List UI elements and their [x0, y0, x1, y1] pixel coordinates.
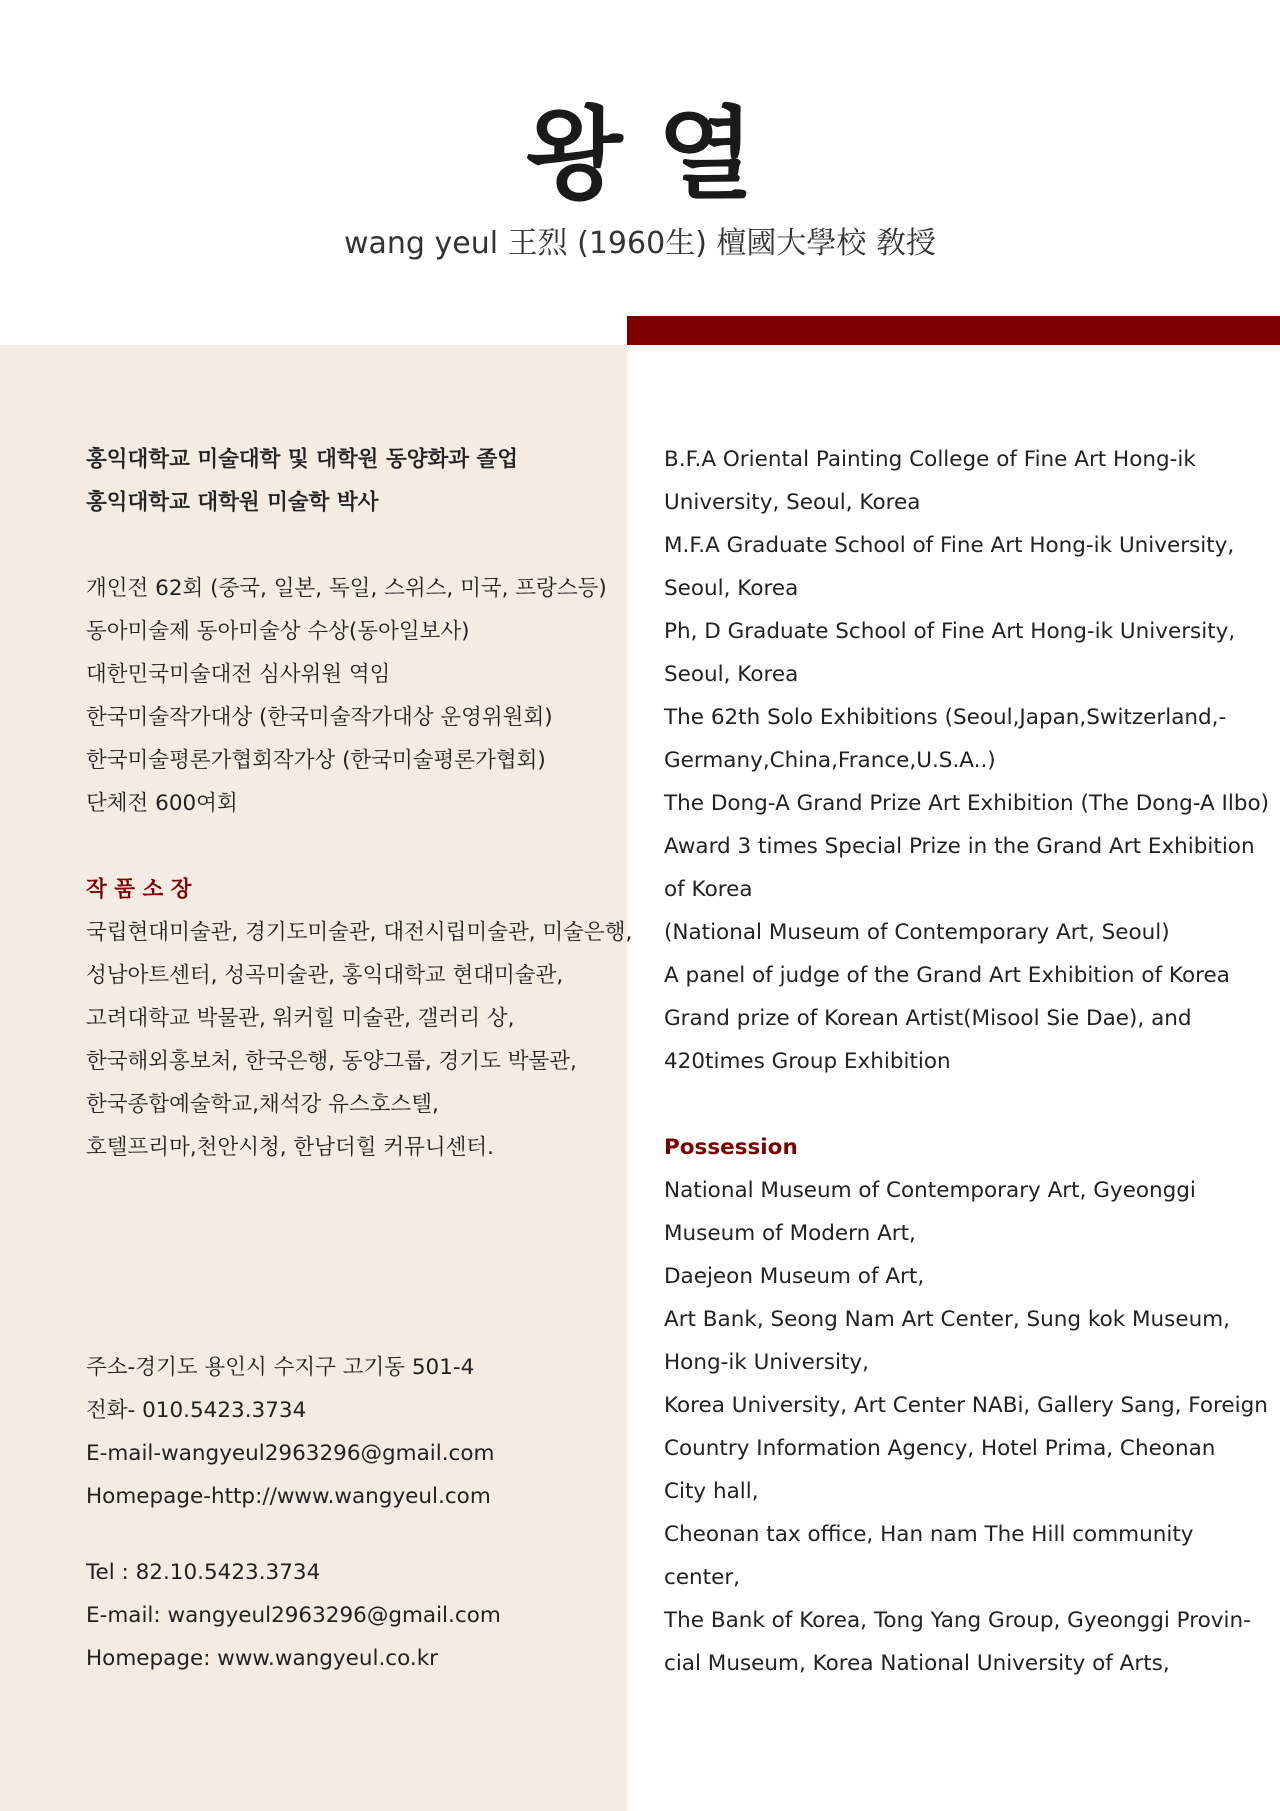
possession-line: Hong-ik University, — [664, 1350, 869, 1375]
possession-line: Country Information Agency, Hotel Prima, Cheonan — [664, 1436, 1216, 1461]
career-line: Award 3 times Special Prize in the Grand Art Exhibition — [664, 834, 1255, 859]
career-line: The 62th Solo Exhibitions (Seoul,Japan,Switzerland,- — [664, 705, 1227, 730]
possession-line: cial Museum, Korea National University of Arts, — [664, 1651, 1170, 1676]
career-line: Seoul, Korea — [664, 576, 799, 601]
spacer — [664, 1083, 1254, 1126]
career-line: Ph, D Graduate School of Fine Art Hong-ik University, — [664, 619, 1236, 644]
career-line: 동아미술제 동아미술상 수상(동아일보사) — [86, 619, 470, 644]
career-line: Seoul, Korea — [664, 662, 799, 687]
spacer — [86, 524, 626, 567]
career-line: Germany,China,France,U.S.A..) — [664, 748, 996, 773]
career-line: M.F.A Graduate School of Fine Art Hong-ik University, — [664, 533, 1235, 558]
accent-bar — [627, 316, 1280, 345]
artist-subtitle: wang yeul 王烈 (1960生) 檀國大學校 敎授 — [344, 226, 936, 261]
collection-line: 성남아트센터, 성곡미술관, 홍익대학교 현대미술관, — [86, 963, 564, 988]
career-line: Grand prize of Korean Artist(Misool Sie Dae), and — [664, 1006, 1192, 1031]
possession-line: Cheonan tax office, Han nam The Hill community — [664, 1522, 1194, 1547]
career-line: B.F.A Oriental Painting College of Fine Art Hong-ik — [664, 447, 1196, 472]
possession-line: National Museum of Contemporary Art, Gyeonggi — [664, 1178, 1196, 1203]
homepage-line: Homepage-http://www.wangyeul.com — [86, 1484, 491, 1509]
possession-line: Museum of Modern Art, — [664, 1221, 916, 1246]
korean-biography — [86, 438, 633, 1169]
career-line: 대한민국미술대전 심사위원 역임 — [86, 662, 391, 687]
collection-heading: 작 품 소 장 — [86, 877, 192, 902]
career-line: The Dong-A Grand Prize Art Exhibition (The Dong-A Ilbo) — [664, 791, 1270, 816]
email-line: E-mail-wangyeul2963296@gmail.com — [86, 1441, 495, 1466]
collection-line: 한국종합예술학교,채석강 유스호스텔, — [86, 1092, 439, 1117]
possession-line: Daejeon Museum of Art, — [664, 1264, 925, 1289]
career-line: A panel of judge of the Grand Art Exhibition of Korea — [664, 963, 1230, 988]
career-line: 단체전 600여회 — [86, 791, 238, 816]
education-line: 홍익대학교 미술대학 및 대학원 동양화과 졸업 — [86, 447, 519, 472]
address-line: 주소-경기도 용인시 수지구 고기동 501-4 — [86, 1355, 475, 1380]
homepage-line: Homepage: www.wangyeul.co.kr — [86, 1646, 439, 1671]
collection-line: 한국해외홍보처, 한국은행, 동양그룹, 경기도 박물관, — [86, 1049, 577, 1074]
collection-line: 고려대학교 박물관, 워커힐 미술관, 갤러리 상, — [86, 1006, 515, 1031]
possession-line: The Bank of Korea, Tong Yang Group, Gyeonggi Provin- — [664, 1608, 1251, 1633]
phone-line: 전화- 010.5423.3734 — [86, 1398, 307, 1423]
collection-line: 국립현대미술관, 경기도미술관, 대전시립미술관, 미술은행, — [86, 920, 633, 945]
possession-line: City hall, — [664, 1479, 759, 1504]
tel-line: Tel : 82.10.5423.3734 — [86, 1560, 321, 1585]
career-line: 개인전 62회 (중국, 일본, 독일, 스위스, 미국, 프랑스등) — [86, 576, 607, 601]
email-line: E-mail: wangyeul2963296@gmail.com — [86, 1603, 501, 1628]
career-line: (National Museum of Contemporary Art, Seoul) — [664, 920, 1170, 945]
education-line: 홍익대학교 대학원 미술학 박사 — [86, 490, 379, 515]
artist-name-title: 왕 열 — [525, 96, 754, 213]
career-line: 420times Group Exhibition — [664, 1049, 951, 1074]
possession-line: Art Bank, Seong Nam Art Center, Sung kok Museum, — [664, 1307, 1231, 1332]
possession-line: center, — [664, 1565, 741, 1590]
spacer — [86, 825, 626, 868]
collection-line: 호텔프리마,천안시청, 한남더힐 커뮤니센터. — [86, 1135, 495, 1160]
career-line: 한국미술작가대상 (한국미술작가대상 운영위원회) — [86, 705, 553, 730]
possession-heading: Possession — [664, 1135, 798, 1160]
possession-line: Korea University, Art Center NABi, Gallery Sang, Foreign — [664, 1393, 1268, 1418]
spacer — [86, 1518, 626, 1551]
career-line: of Korea — [664, 877, 753, 902]
career-line: University, Seoul, Korea — [664, 490, 921, 515]
contact-info — [86, 1346, 626, 1680]
english-biography — [664, 438, 1270, 1685]
career-line: 한국미술평론가협회작가상 (한국미술평론가협회) — [86, 748, 546, 773]
